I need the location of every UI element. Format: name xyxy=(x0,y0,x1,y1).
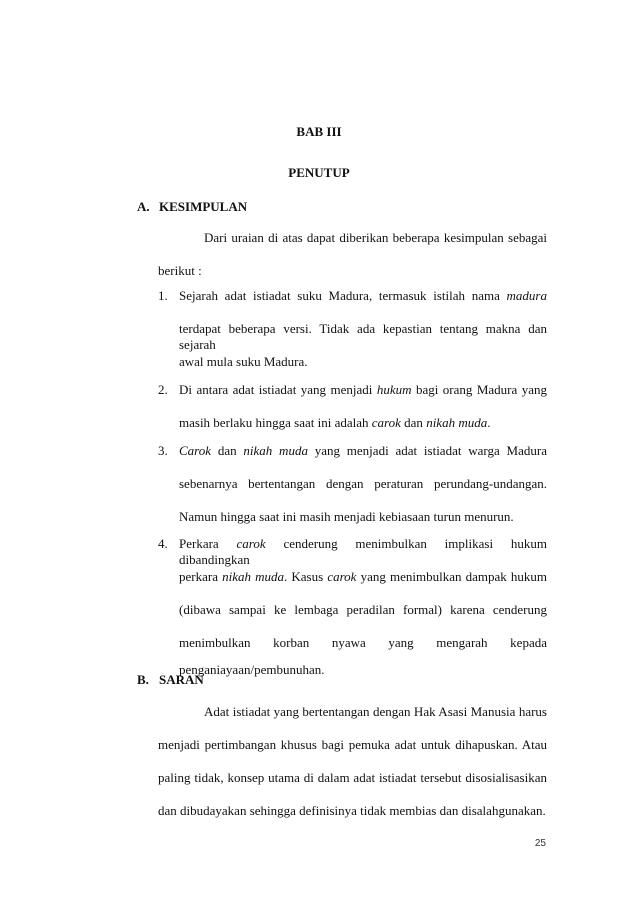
intro-line-1: Dari uraian di atas dapat diberikan beberapa kesimpulan sebagai xyxy=(204,230,547,245)
list-item-line: Namun hingga saat ini masih menjadi kebiasaan turun menurun. xyxy=(179,509,514,524)
list-item-line: sebenarnya bertentangan dengan peraturan perundang-undangan. xyxy=(179,476,547,491)
saran-line-3: paling tidak, konsep utama di dalam adat istiadat tersebut disosialisasikan xyxy=(158,770,547,785)
list-item-line: penganiayaan/pembunuhan. xyxy=(179,662,325,677)
section-a-heading xyxy=(137,199,247,215)
saran-line-2: menjadi pertimbangan khusus bagi pemuka adat untuk dihapuskan. Atau xyxy=(158,737,547,752)
list-item-number: 3. xyxy=(158,443,168,458)
list-item-number: 2. xyxy=(158,382,168,397)
list-item-line: perkara nikah muda. Kasus carok yang menimbulkan dampak hukum xyxy=(179,569,547,584)
list-item-line: masih berlaku hingga saat ini adalah carok dan nikah muda. xyxy=(179,415,491,430)
list-item-number: 1. xyxy=(158,288,168,303)
list-item-line: Sejarah adat istiadat suku Madura, termasuk istilah nama madura xyxy=(179,288,547,303)
saran-line-1: Adat istiadat yang bertentangan dengan Hak Asasi Manusia harus xyxy=(204,704,547,719)
list-item-number: 4. xyxy=(158,536,168,551)
list-item-line: Carok dan nikah muda yang menjadi adat istiadat warga Madura xyxy=(179,443,547,458)
section-b-title: SARAN xyxy=(159,672,204,687)
list-item-line: (dibawa sampai ke lembaga peradilan formal) karena cenderung xyxy=(179,602,547,617)
list-item-line: Perkara carok cenderung menimbulkan implikasi hukum dibandingkan xyxy=(179,536,547,567)
saran-line-4: dan dibudayakan sehingga definisinya tidak membias dan disalahgunakan. xyxy=(158,803,546,818)
chapter-title: PENUTUP xyxy=(288,165,350,180)
section-b-marker: B. xyxy=(137,672,149,687)
list-item-line: terdapat beberapa versi. Tidak ada kepastian tentang makna dan sejarah xyxy=(179,321,547,352)
section-a-marker: A. xyxy=(137,199,150,214)
section-a-title: KESIMPULAN xyxy=(159,199,248,214)
page-number: 25 xyxy=(534,838,546,849)
section-b-heading xyxy=(137,672,204,688)
list-item-line: menimbulkan korban nyawa yang mengarah kepada xyxy=(179,635,547,650)
list-item-line: Di antara adat istiadat yang menjadi hukum bagi orang Madura yang xyxy=(179,382,547,397)
intro-line-2: berikut : xyxy=(158,263,202,278)
list-item-line: awal mula suku Madura. xyxy=(179,354,308,369)
chapter-label: BAB III xyxy=(296,124,342,139)
